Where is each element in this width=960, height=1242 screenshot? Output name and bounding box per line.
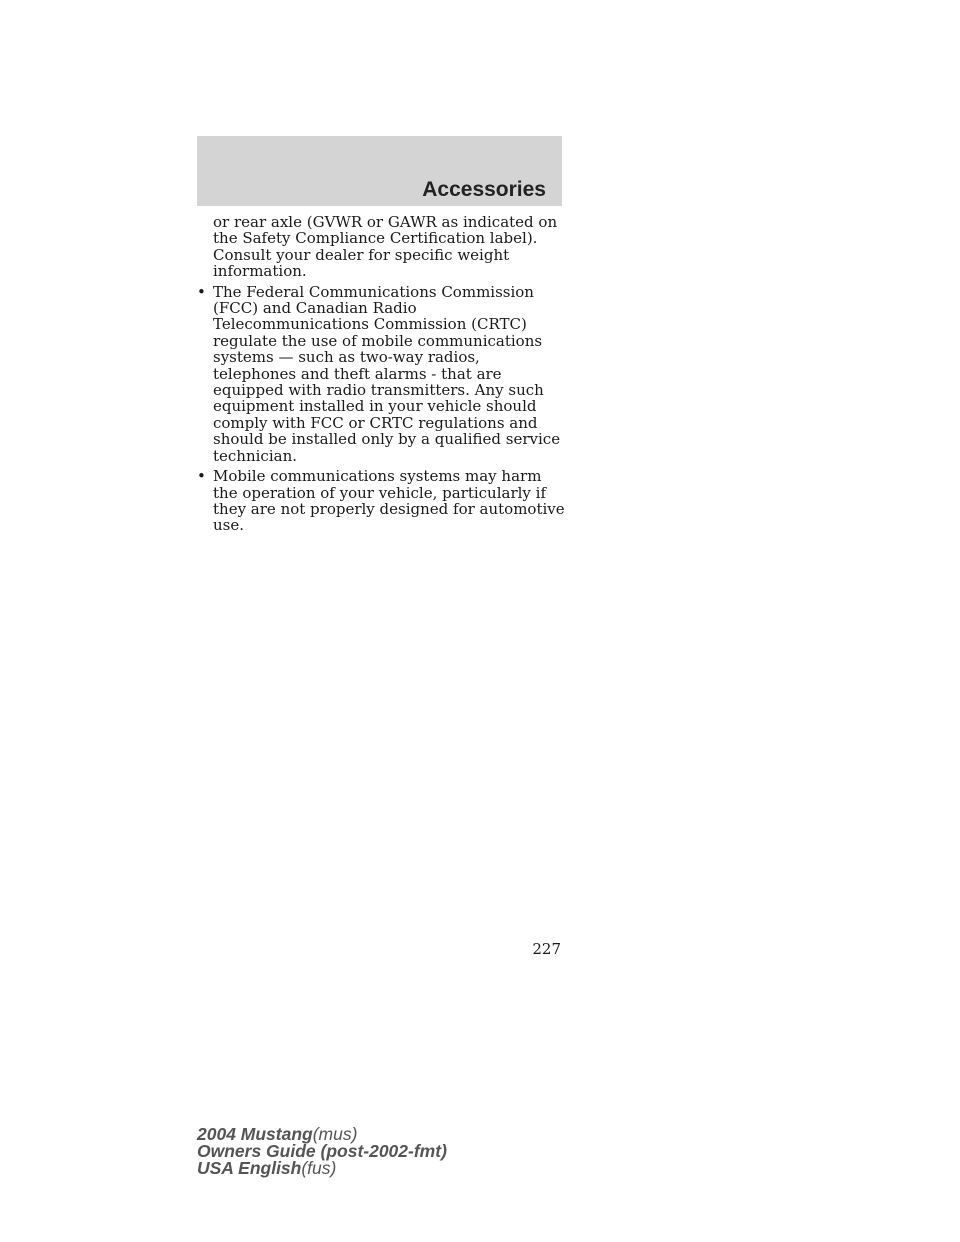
continuation-paragraph: or rear axle (GVWR or GAWR as indicated on the Safety Compliance Certification label). Consult your dealer for specific weight information. <box>213 213 558 281</box>
bullet-text: The Federal Communications Commission (FCC) and Canadian Radio Telecommunications Commission (CRTC) regulate the use of mobile communications systems — such as two-way radios, telephones and theft alarms - that are equipped with radio transmitters. Any such equipment installed in your vehicle should comply with FCC or CRTC regulations and should be installed only by a qualified service technician. <box>213 282 561 465</box>
bullet-icon: • <box>197 467 206 486</box>
document-footer <box>197 1126 447 1177</box>
section-title: Accessories <box>422 178 546 201</box>
footer-model: 2004 Mustang <box>197 1124 313 1144</box>
page-number: 227 <box>532 940 561 958</box>
bullet-item-fcc <box>197 284 567 464</box>
footer-guide: Owners Guide (post-2002-fmt) <box>197 1141 447 1161</box>
page-body <box>197 214 567 538</box>
section-header-band <box>197 136 562 206</box>
footer-language: USA English <box>197 1158 302 1178</box>
footer-language-code: (fus) <box>301 1158 337 1178</box>
bullet-icon: • <box>197 282 206 301</box>
bullet-item-mobile <box>197 468 567 534</box>
footer-line-language <box>197 1160 447 1177</box>
bullet-text: Mobile communications systems may harm the operation of your vehicle, particularly if they are not properly designed for automotive use. <box>213 467 565 535</box>
footer-model-code: (mus) <box>312 1124 358 1144</box>
